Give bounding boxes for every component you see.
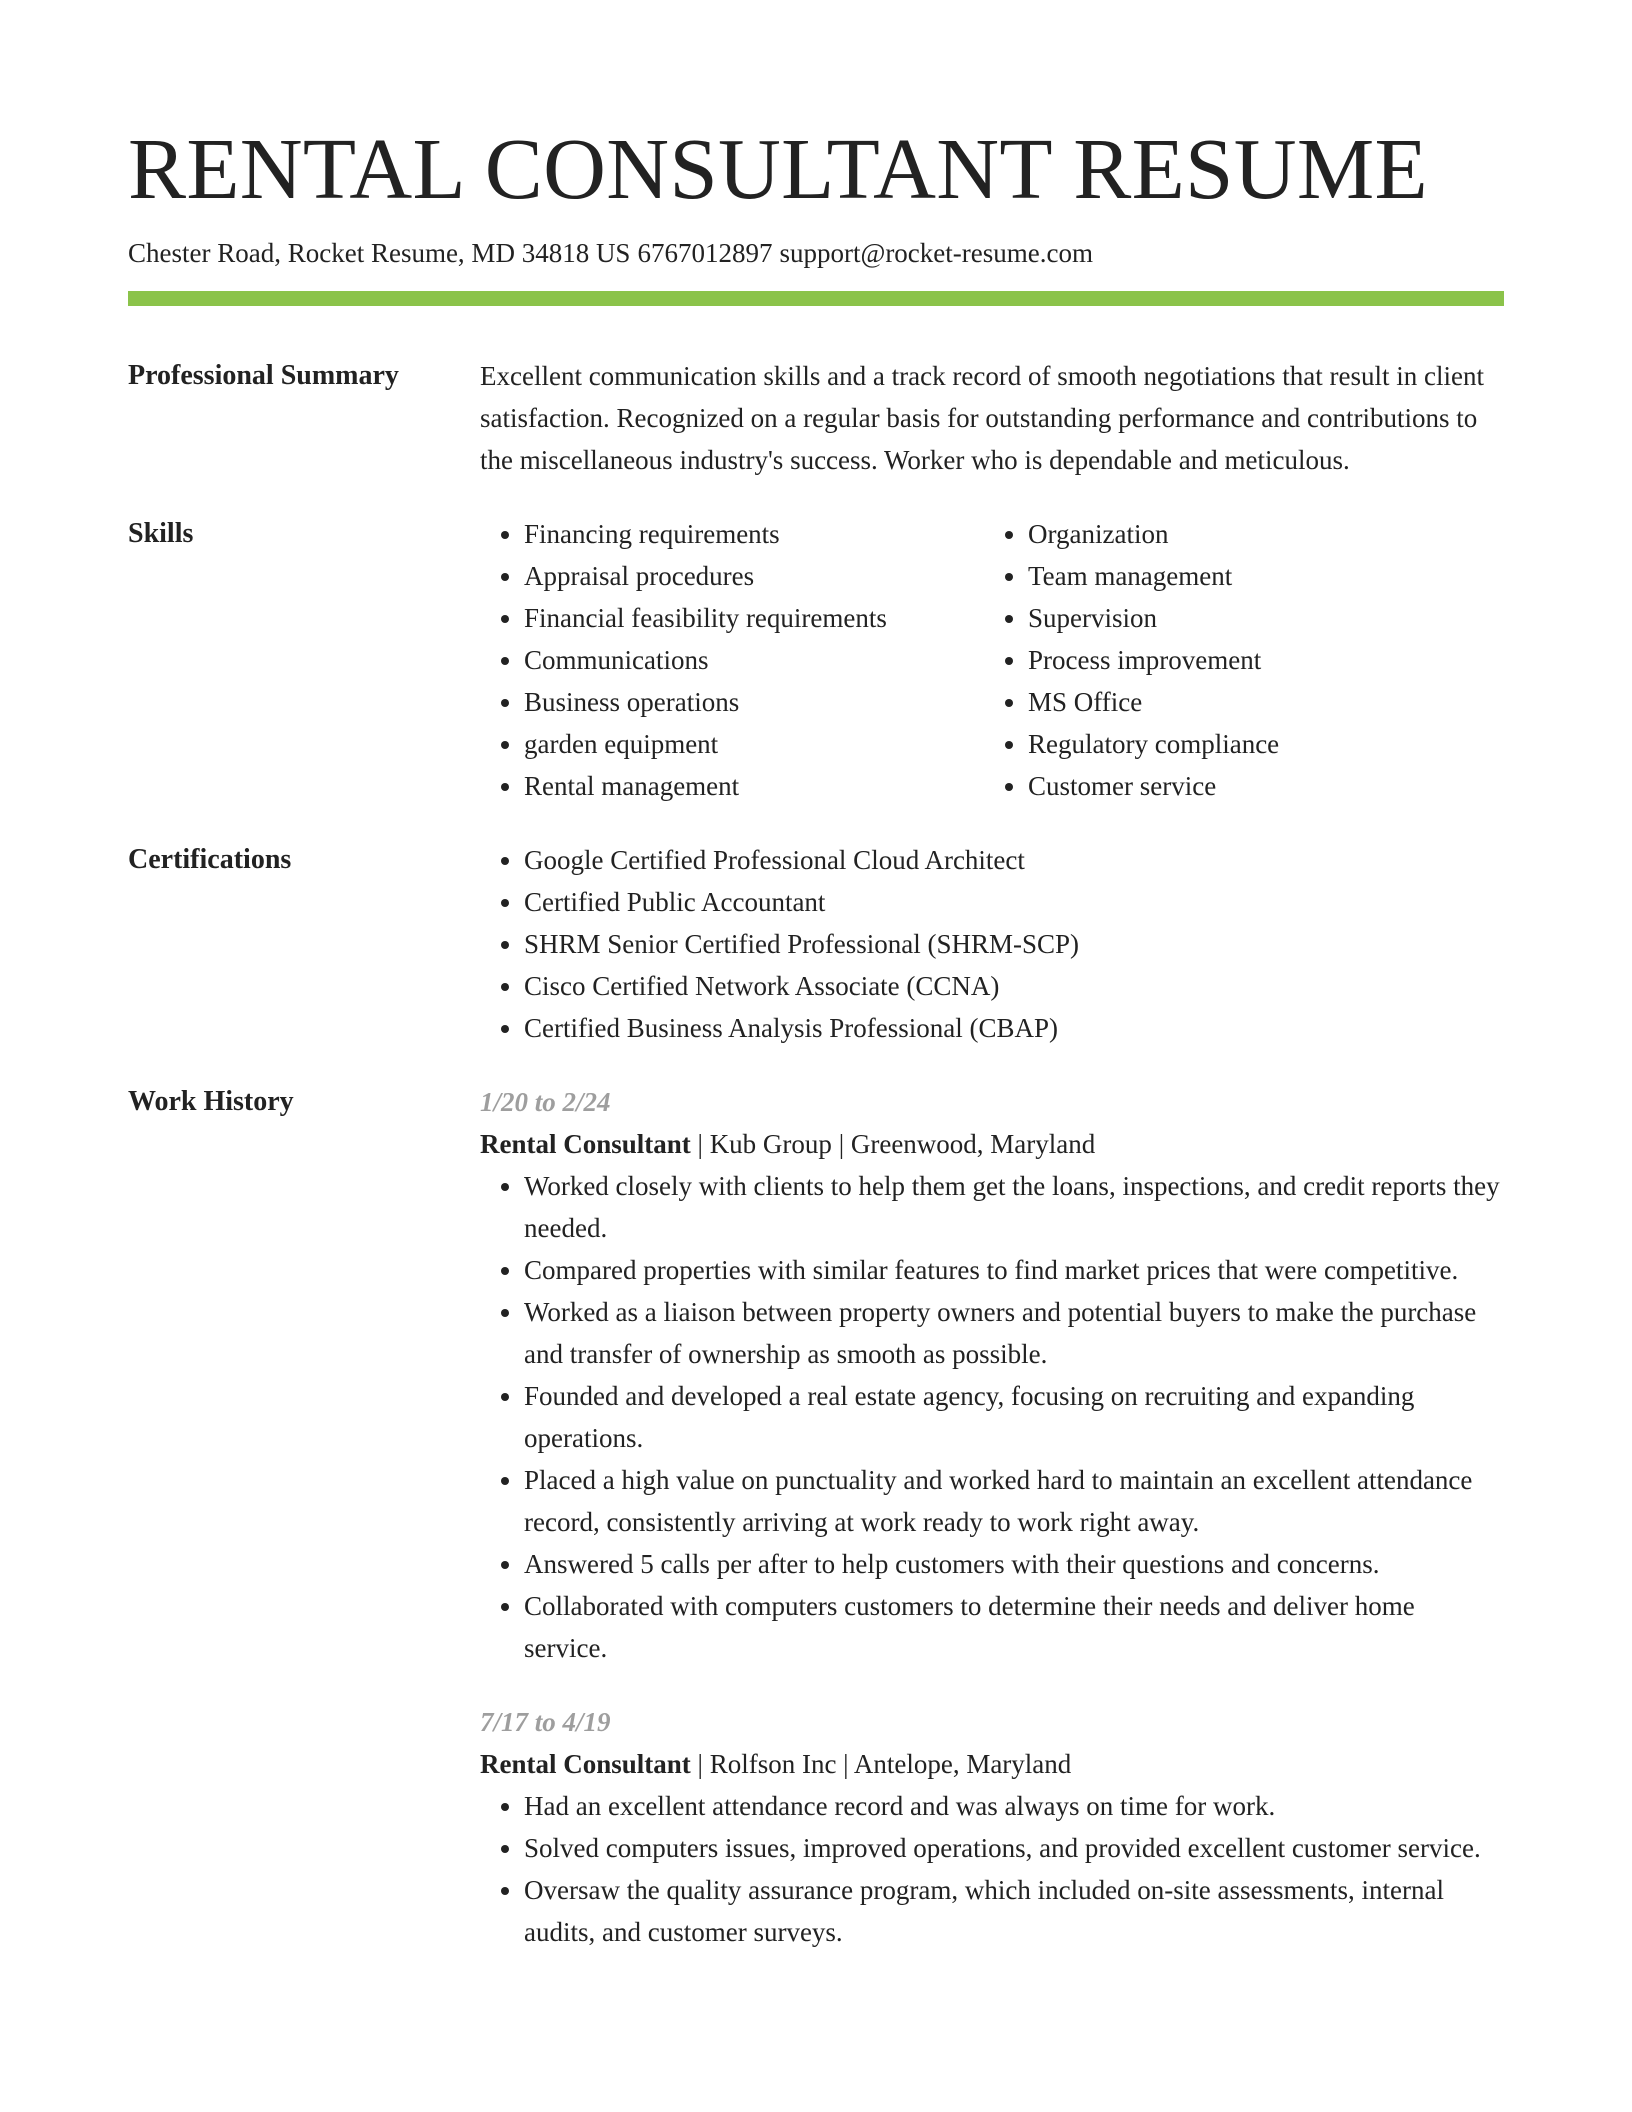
- certification-item: • Certified Business Analysis Professional (CBAP): [524, 1007, 1504, 1049]
- job-dates: 7/17 to 4/19: [480, 1707, 611, 1737]
- resume-title: RENTAL CONSULTANT RESUME: [128, 120, 1428, 217]
- skill-item: • Regulatory compliance: [1028, 723, 1488, 765]
- job-duty-item: • Answered 5 calls per after to help customers with their questions and concerns.: [524, 1543, 1504, 1585]
- contact-line: [128, 235, 1504, 271]
- resume-page: [128, 0, 1504, 1953]
- job-duty-item: • Solved computers issues, improved operations, and provided excellent customer service.: [524, 1827, 1504, 1869]
- job-duties-list: [480, 1785, 1504, 1953]
- skill-item: • Appraisal procedures: [524, 555, 984, 597]
- job-duty-item: • Worked closely with clients to help them get the loans, inspections, and credit reports they needed.: [524, 1165, 1504, 1249]
- section-label-work-history: Work History: [128, 1086, 294, 1117]
- section-label-summary: Professional Summary: [128, 360, 399, 391]
- contact-email: support@rocket-resume.com: [779, 238, 1093, 268]
- job-duty-item: • Oversaw the quality assurance program, which included on-site assessments, internal audits, and customer surveys.: [524, 1869, 1504, 1953]
- job-location: Greenwood, Maryland: [850, 1129, 1096, 1159]
- job-location: Antelope, Maryland: [853, 1749, 1072, 1779]
- skills-columns: [480, 513, 1504, 807]
- skill-item: • Team management: [1028, 555, 1488, 597]
- skills-section: [128, 513, 1504, 807]
- job-duty-item: • Placed a high value on punctuality and worked hard to maintain an excellent attendance record, consistently arriving at work ready to work right away.: [524, 1459, 1504, 1543]
- accent-divider: [128, 291, 1504, 306]
- contact-address: Chester Road, Rocket Resume, MD 34818 US: [128, 238, 631, 268]
- job-title: Rental Consultant: [480, 1129, 691, 1159]
- job-duty-item: • Had an excellent attendance record and was always on time for work.: [524, 1785, 1504, 1827]
- job-company: Rolfson Inc: [709, 1749, 837, 1779]
- skill-item: • MS Office: [1028, 681, 1488, 723]
- job-company: Kub Group: [709, 1129, 832, 1159]
- professional-summary-section: [128, 355, 1504, 481]
- certification-item: • Certified Public Accountant: [524, 881, 1504, 923]
- job-entry: [480, 1701, 1504, 1953]
- contact-phone: 6767012897: [637, 238, 773, 268]
- certifications-body: [480, 839, 1504, 1049]
- skill-item: • Financial feasibility requirements: [524, 597, 984, 639]
- separator: |: [836, 1749, 854, 1779]
- resume-header: [128, 0, 1504, 306]
- job-duty-item: • Compared properties with similar features to find market prices that were competitive.: [524, 1249, 1504, 1291]
- job-dates: 1/20 to 2/24: [480, 1087, 611, 1117]
- job-duty-item: • Worked as a liaison between property owners and potential buyers to make the purchase and transfer of ownership as smooth as possible.: [524, 1291, 1504, 1375]
- certifications-section: [128, 839, 1504, 1049]
- certification-item: • Cisco Certified Network Associate (CCNA): [524, 965, 1504, 1007]
- job-duty-item: • Collaborated with computers customers to determine their needs and deliver home service.: [524, 1585, 1504, 1669]
- skills-list-left: [480, 513, 984, 807]
- skill-item: • Customer service: [1028, 765, 1488, 807]
- job-header-line: [480, 1743, 1504, 1785]
- skill-item: • Supervision: [1028, 597, 1488, 639]
- skill-item: • Business operations: [524, 681, 984, 723]
- skill-item: • Rental management: [524, 765, 984, 807]
- certification-item: • Google Certified Professional Cloud Architect: [524, 839, 1504, 881]
- certification-item: • SHRM Senior Certified Professional (SHRM-SCP): [524, 923, 1504, 965]
- separator: |: [690, 1129, 710, 1159]
- skill-item: • garden equipment: [524, 723, 984, 765]
- separator: |: [690, 1749, 710, 1779]
- skill-item: • Process improvement: [1028, 639, 1488, 681]
- work-history-body: [480, 1081, 1504, 1953]
- job-title: Rental Consultant: [480, 1749, 691, 1779]
- skills-list-right: [984, 513, 1488, 807]
- section-label-certifications: Certifications: [128, 844, 292, 875]
- job-duties-list: [480, 1165, 1504, 1669]
- certifications-list: [480, 839, 1504, 1049]
- summary-text: Excellent communication skills and a track record of smooth negotiations that result in client satisfaction. Recognized on a regular basis for outstanding performance and contributions to the miscellaneous industry's success. Worker who is dependable and meticulous.: [480, 361, 1484, 475]
- separator: |: [831, 1129, 851, 1159]
- skills-column-right: [984, 513, 1488, 807]
- skill-item: • Communications: [524, 639, 984, 681]
- skill-item: • Financing requirements: [524, 513, 984, 555]
- skills-column-left: [480, 513, 984, 807]
- job-duty-item: • Founded and developed a real estate agency, focusing on recruiting and expanding operations.: [524, 1375, 1504, 1459]
- skill-item: • Organization: [1028, 513, 1488, 555]
- work-history-section: [128, 1081, 1504, 1953]
- job-header-line: [480, 1123, 1504, 1165]
- job-entry: [480, 1081, 1504, 1669]
- section-label-skills: Skills: [128, 518, 194, 549]
